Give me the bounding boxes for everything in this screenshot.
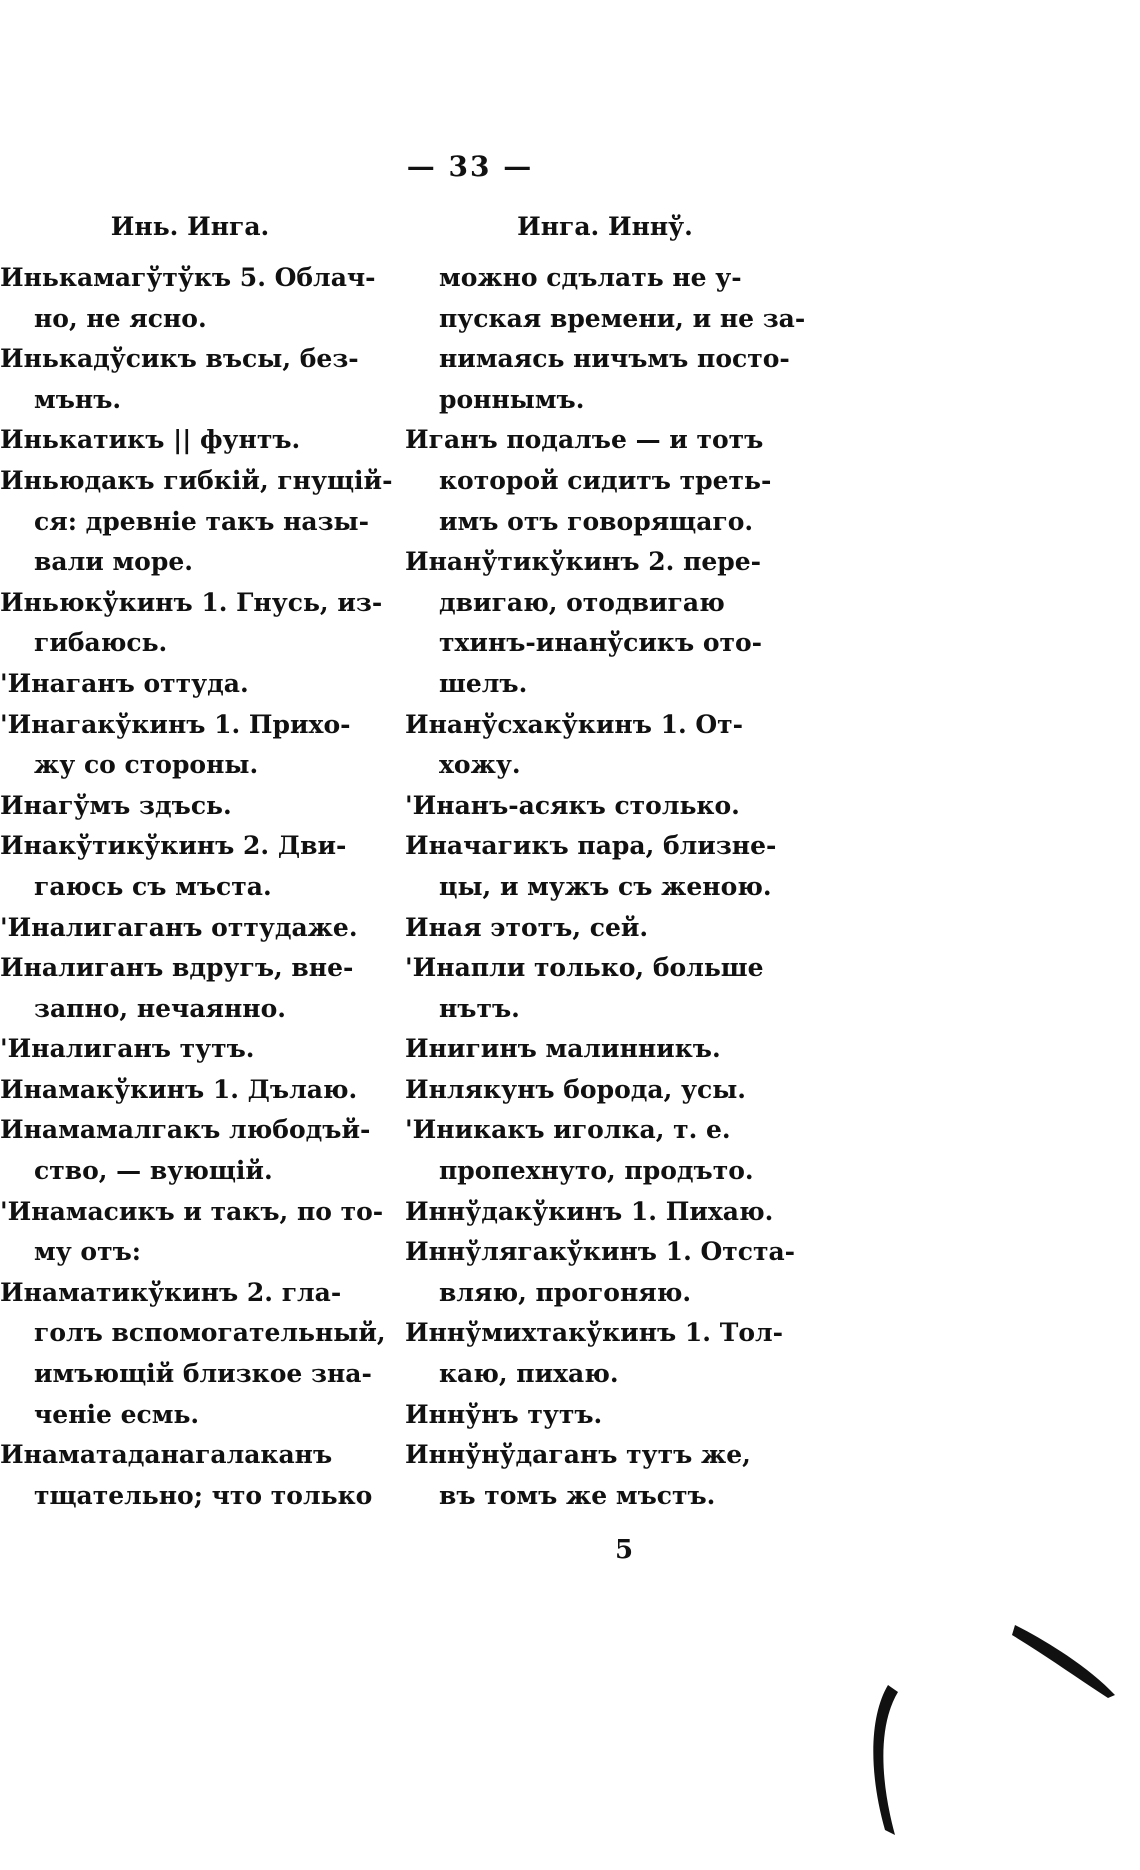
text-line: Иньюкўкинъ 1. Гнусь, из-	[0, 587, 383, 617]
text-line: Инамамалгакъ любодъй-	[0, 1115, 371, 1145]
text-line: но, не ясно.	[34, 303, 207, 333]
text-line: ство, — вующій.	[34, 1156, 273, 1186]
text-line: 'Инапли только, больше	[405, 953, 764, 983]
text-line: въ томъ же мъстъ.	[439, 1480, 716, 1510]
right-column	[405, 212, 805, 1516]
text-line: Инькамагўтўкъ 5. Облач-	[0, 263, 376, 292]
text-line: Инлякунъ борода, усы.	[405, 1074, 747, 1104]
text-line: ся: древніе такъ назы-	[34, 506, 369, 536]
text-line: каю, пихаю.	[439, 1359, 619, 1389]
text-line: Инанўтикўкинъ 2. пере-	[405, 547, 762, 577]
text-line: Иннўнўдаганъ тутъ же,	[405, 1440, 751, 1470]
text-line: му отъ:	[34, 1237, 141, 1267]
text-line: тщательно; что только	[34, 1480, 373, 1510]
text-line: шелъ.	[439, 668, 528, 698]
text-line: нътъ.	[439, 993, 520, 1023]
text-line: Инанўсхакўкинъ 1. От-	[405, 709, 744, 739]
text-line: 'Иналигаганъ оттудаже.	[0, 912, 358, 942]
text-line: запно, нечаянно.	[34, 993, 286, 1023]
text-line: тхинъ-инанўсикъ ото-	[439, 628, 763, 658]
text-line: Инькатикъ || фунтъ.	[0, 425, 301, 455]
text-line: мънъ.	[34, 384, 122, 414]
text-line: Иньюдакъ гибкій, гнущій-	[0, 465, 393, 495]
text-line: гаюсь съ мъста.	[34, 871, 272, 901]
text-line: 'Инаганъ оттуда.	[0, 668, 249, 698]
text-line: Инамакўкинъ 1. Дълаю.	[0, 1074, 358, 1104]
text-line: имъющій близкое зна-	[34, 1359, 372, 1389]
text-line: вляю, прогоняю.	[439, 1277, 692, 1307]
text-line: вали море.	[34, 547, 193, 577]
text-line: Инагўмъ здъсь.	[0, 790, 232, 820]
text-line: Иннўнъ тутъ.	[405, 1399, 603, 1429]
text-line: хожу.	[439, 750, 521, 780]
text-line: Иннўмихтакўкинъ 1. Тол-	[405, 1318, 783, 1348]
text-line: которой сидитъ треть-	[439, 465, 772, 495]
text-line: Иннўдакўкинъ 1. Пихаю.	[405, 1196, 774, 1226]
text-line: гибаюсь.	[34, 628, 168, 658]
text-line: 'Инагакўкинъ 1. Прихо-	[0, 709, 351, 739]
left-column-lines	[0, 258, 393, 1516]
text-line: двигаю, отодвигаю	[439, 587, 725, 617]
text-line: Инакўтикўкинъ 2. Дви-	[0, 831, 347, 861]
text-line: нимаясь ничъмъ посто-	[439, 344, 790, 374]
text-line: Иннўлягакўкинъ 1. Отста-	[405, 1237, 796, 1267]
left-column	[0, 212, 393, 1516]
scan-smudge-mark	[840, 1620, 1140, 1870]
text-line: цы, и мужъ съ женою.	[439, 871, 772, 901]
text-line: 'Иналиганъ тутъ.	[0, 1034, 255, 1064]
text-line: жу со стороны.	[34, 750, 259, 780]
text-line: Инигинъ малинникъ.	[405, 1034, 721, 1064]
text-line: ченіе есмь.	[34, 1399, 200, 1429]
text-line: голъ вспомогательный,	[34, 1318, 386, 1348]
text-line: 'Инамасикъ и такъ, по то-	[0, 1196, 384, 1226]
left-column-header: Инь. Инга.	[110, 212, 270, 241]
text-line: Иганъ подалъе — и тотъ	[405, 425, 764, 455]
text-line: можно сдълать не у-	[439, 263, 742, 292]
text-line: пуская времени, и не за-	[439, 303, 806, 333]
text-line: Инаматикўкинъ 2. гла-	[0, 1277, 342, 1307]
right-column-header: Инга. Иннў.	[517, 212, 693, 241]
page-number: — 33 —	[406, 150, 534, 183]
text-line: Инаматаданагалаканъ	[0, 1440, 333, 1470]
text-line: Иналиганъ вдругъ, вне-	[0, 953, 354, 983]
text-line: Иная этотъ, сей.	[405, 912, 649, 942]
signature-mark: 5	[615, 1535, 634, 1565]
text-line: Иначагикъ пара, близне-	[405, 831, 777, 861]
text-line: пропехнуто, продъто.	[439, 1156, 754, 1186]
text-line: 'Иникакъ иголка, т. е.	[405, 1115, 731, 1145]
text-line: 'Инанъ-асякъ столько.	[405, 790, 740, 820]
text-line: роннымъ.	[439, 384, 585, 414]
right-column-lines	[405, 258, 805, 1516]
text-line: имъ отъ говорящаго.	[439, 506, 754, 536]
text-line: Инькадўсикъ въсы, без-	[0, 344, 359, 374]
